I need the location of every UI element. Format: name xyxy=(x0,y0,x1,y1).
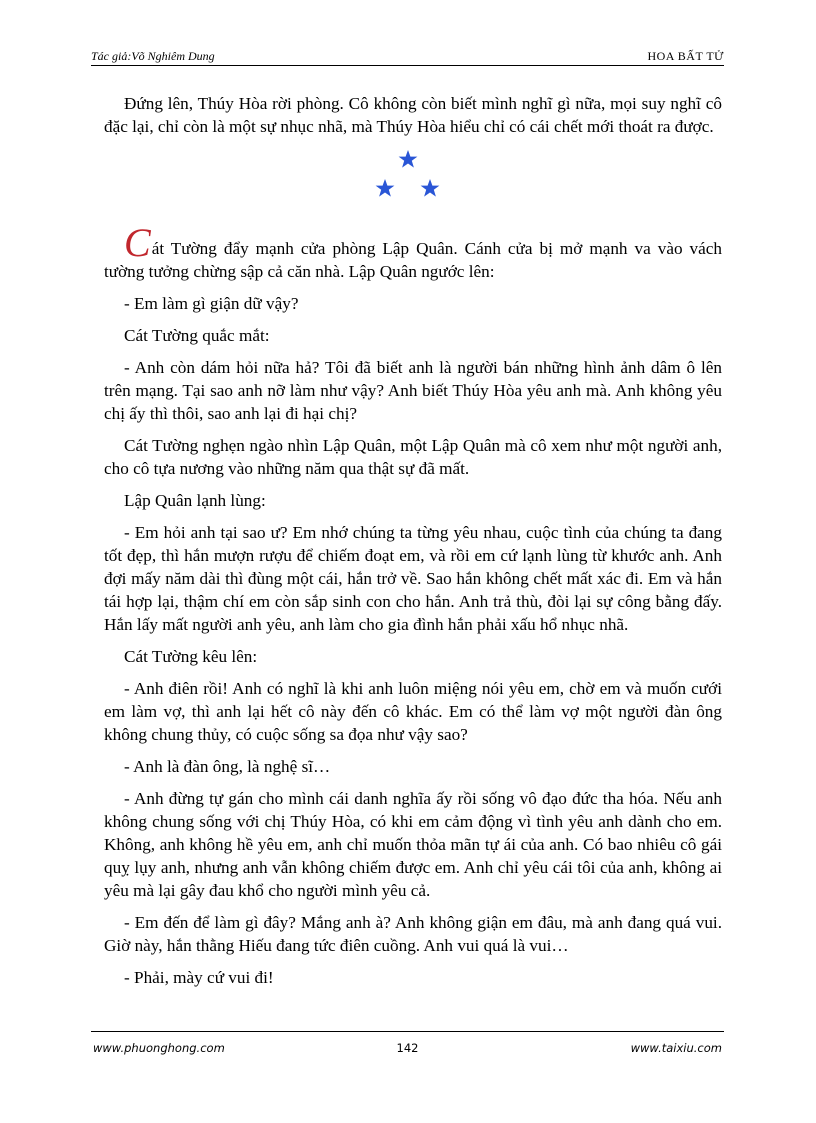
paragraph: - Anh điên rồi! Anh có nghĩ là khi anh luôn miệng nói yêu em, chờ em và muốn cưới em làm vợ, thì anh lại hết cô này đến cô khác. Em có thể làm vợ một người đàn ông không chung thủy, có cuộc sống sa đọa như vậy sao? xyxy=(104,679,722,744)
page-number: 142 xyxy=(396,1041,419,1055)
footer-website-left[interactable]: www.phuonghong.com xyxy=(93,1041,225,1055)
star-icon xyxy=(420,178,440,198)
paragraph: - Em hỏi anh tại sao ư? Em nhớ chúng ta từng yêu nhau, cuộc tình của chúng ta đang tốt đẹp, thì hắn mượn rượu để chiếm đoạt em, và rồi em cứ lạnh lùng từ khước anh. Anh đợi mấy năm dài thì đùng một cái, hắn trở về. Sao hắn không chết mất xác đi. Em và hắn tái hợp lại, thậm chí em còn sắp sinh con cho hắn. Anh trả thù, đòi lại sự công bằng đấy. Hắn lấy mất người anh yêu, anh làm cho gia đình hắn phải xấu hổ nhục nhã. xyxy=(104,523,722,634)
paragraph: - Anh đừng tự gán cho mình cái danh nghĩa ấy rồi sống vô đạo đức tha hóa. Nếu anh không chung sống với chị Thúy Hòa, có khi em cảm động vì tình yêu anh dành cho em. Không, anh không hề yêu em, anh chỉ muốn thỏa mãn tự ái của anh. Có bao nhiêu cô gái quỵ lụy anh, nhưng anh vẫn không chiếm được em. Anh chỉ yêu cái tôi của anh, không ai yêu mà lại gây đau khổ cho người mình yêu cả. xyxy=(104,789,722,900)
header-author: Tác giả:Võ Nghiêm Dung xyxy=(91,49,215,63)
paragraph: Lập Quân lạnh lùng: xyxy=(124,491,266,510)
paragraph: - Em đến để làm gì đây? Mắng anh à? Anh không giận em đâu, mà anh đang quá vui. Giờ này, hắn thằng Hiếu đang tức điên cuồng. Anh vui quá là vui… xyxy=(104,913,722,955)
footer-website-right[interactable]: www.taixiu.com xyxy=(630,1041,722,1055)
paragraph: - Em làm gì giận dữ vậy? xyxy=(124,294,299,313)
paragraph: - Anh còn dám hỏi nữa hả? Tôi đã biết anh là người bán những hình ảnh dâm ô lên trên mạng. Tại sao anh nỡ làm như vậy? Anh biết Thúy Hòa yêu anh mà. Anh không yêu chị ấy thì thôi, sao anh lại đi hại chị? xyxy=(104,358,722,423)
page-header xyxy=(91,47,724,66)
header-book-title: HOA BẤT TỬ xyxy=(647,49,724,63)
opening-text: át Tường đẩy mạnh cửa phòng Lập Quân. Cánh cửa bị mở mạnh va vào vách tường tưởng chừng sập cả căn nhà. Lập Quân ngước lên: xyxy=(104,239,722,281)
drop-cap: C xyxy=(124,220,151,265)
paragraph: - Phải, mày cứ vui đi! xyxy=(124,968,274,987)
paragraph: Cát Tường quắc mắt: xyxy=(124,326,270,345)
star-icon xyxy=(375,178,395,198)
page-body xyxy=(104,92,722,998)
chapter-opening-paragraph xyxy=(104,220,722,283)
paragraph: Cát Tường nghẹn ngào nhìn Lập Quân, một Lập Quân mà cô xem như một người anh, cho cô tựa nương vào những năm qua thật sự đã mất. xyxy=(104,436,722,478)
paragraph: - Anh là đàn ông, là nghệ sĩ… xyxy=(124,757,331,776)
paragraph: Đứng lên, Thúy Hòa rời phòng. Cô không còn biết mình nghĩ gì nữa, mọi suy nghĩ cô đặc lại, chỉ còn là một sự nhục nhã, mà Thúy Hòa hiểu chỉ có cái chết mới thoát ra được. xyxy=(104,94,722,136)
page-footer xyxy=(91,1031,724,1062)
star-ornament xyxy=(104,145,722,207)
paragraph: Cát Tường kêu lên: xyxy=(124,647,258,666)
star-icon xyxy=(398,149,418,169)
